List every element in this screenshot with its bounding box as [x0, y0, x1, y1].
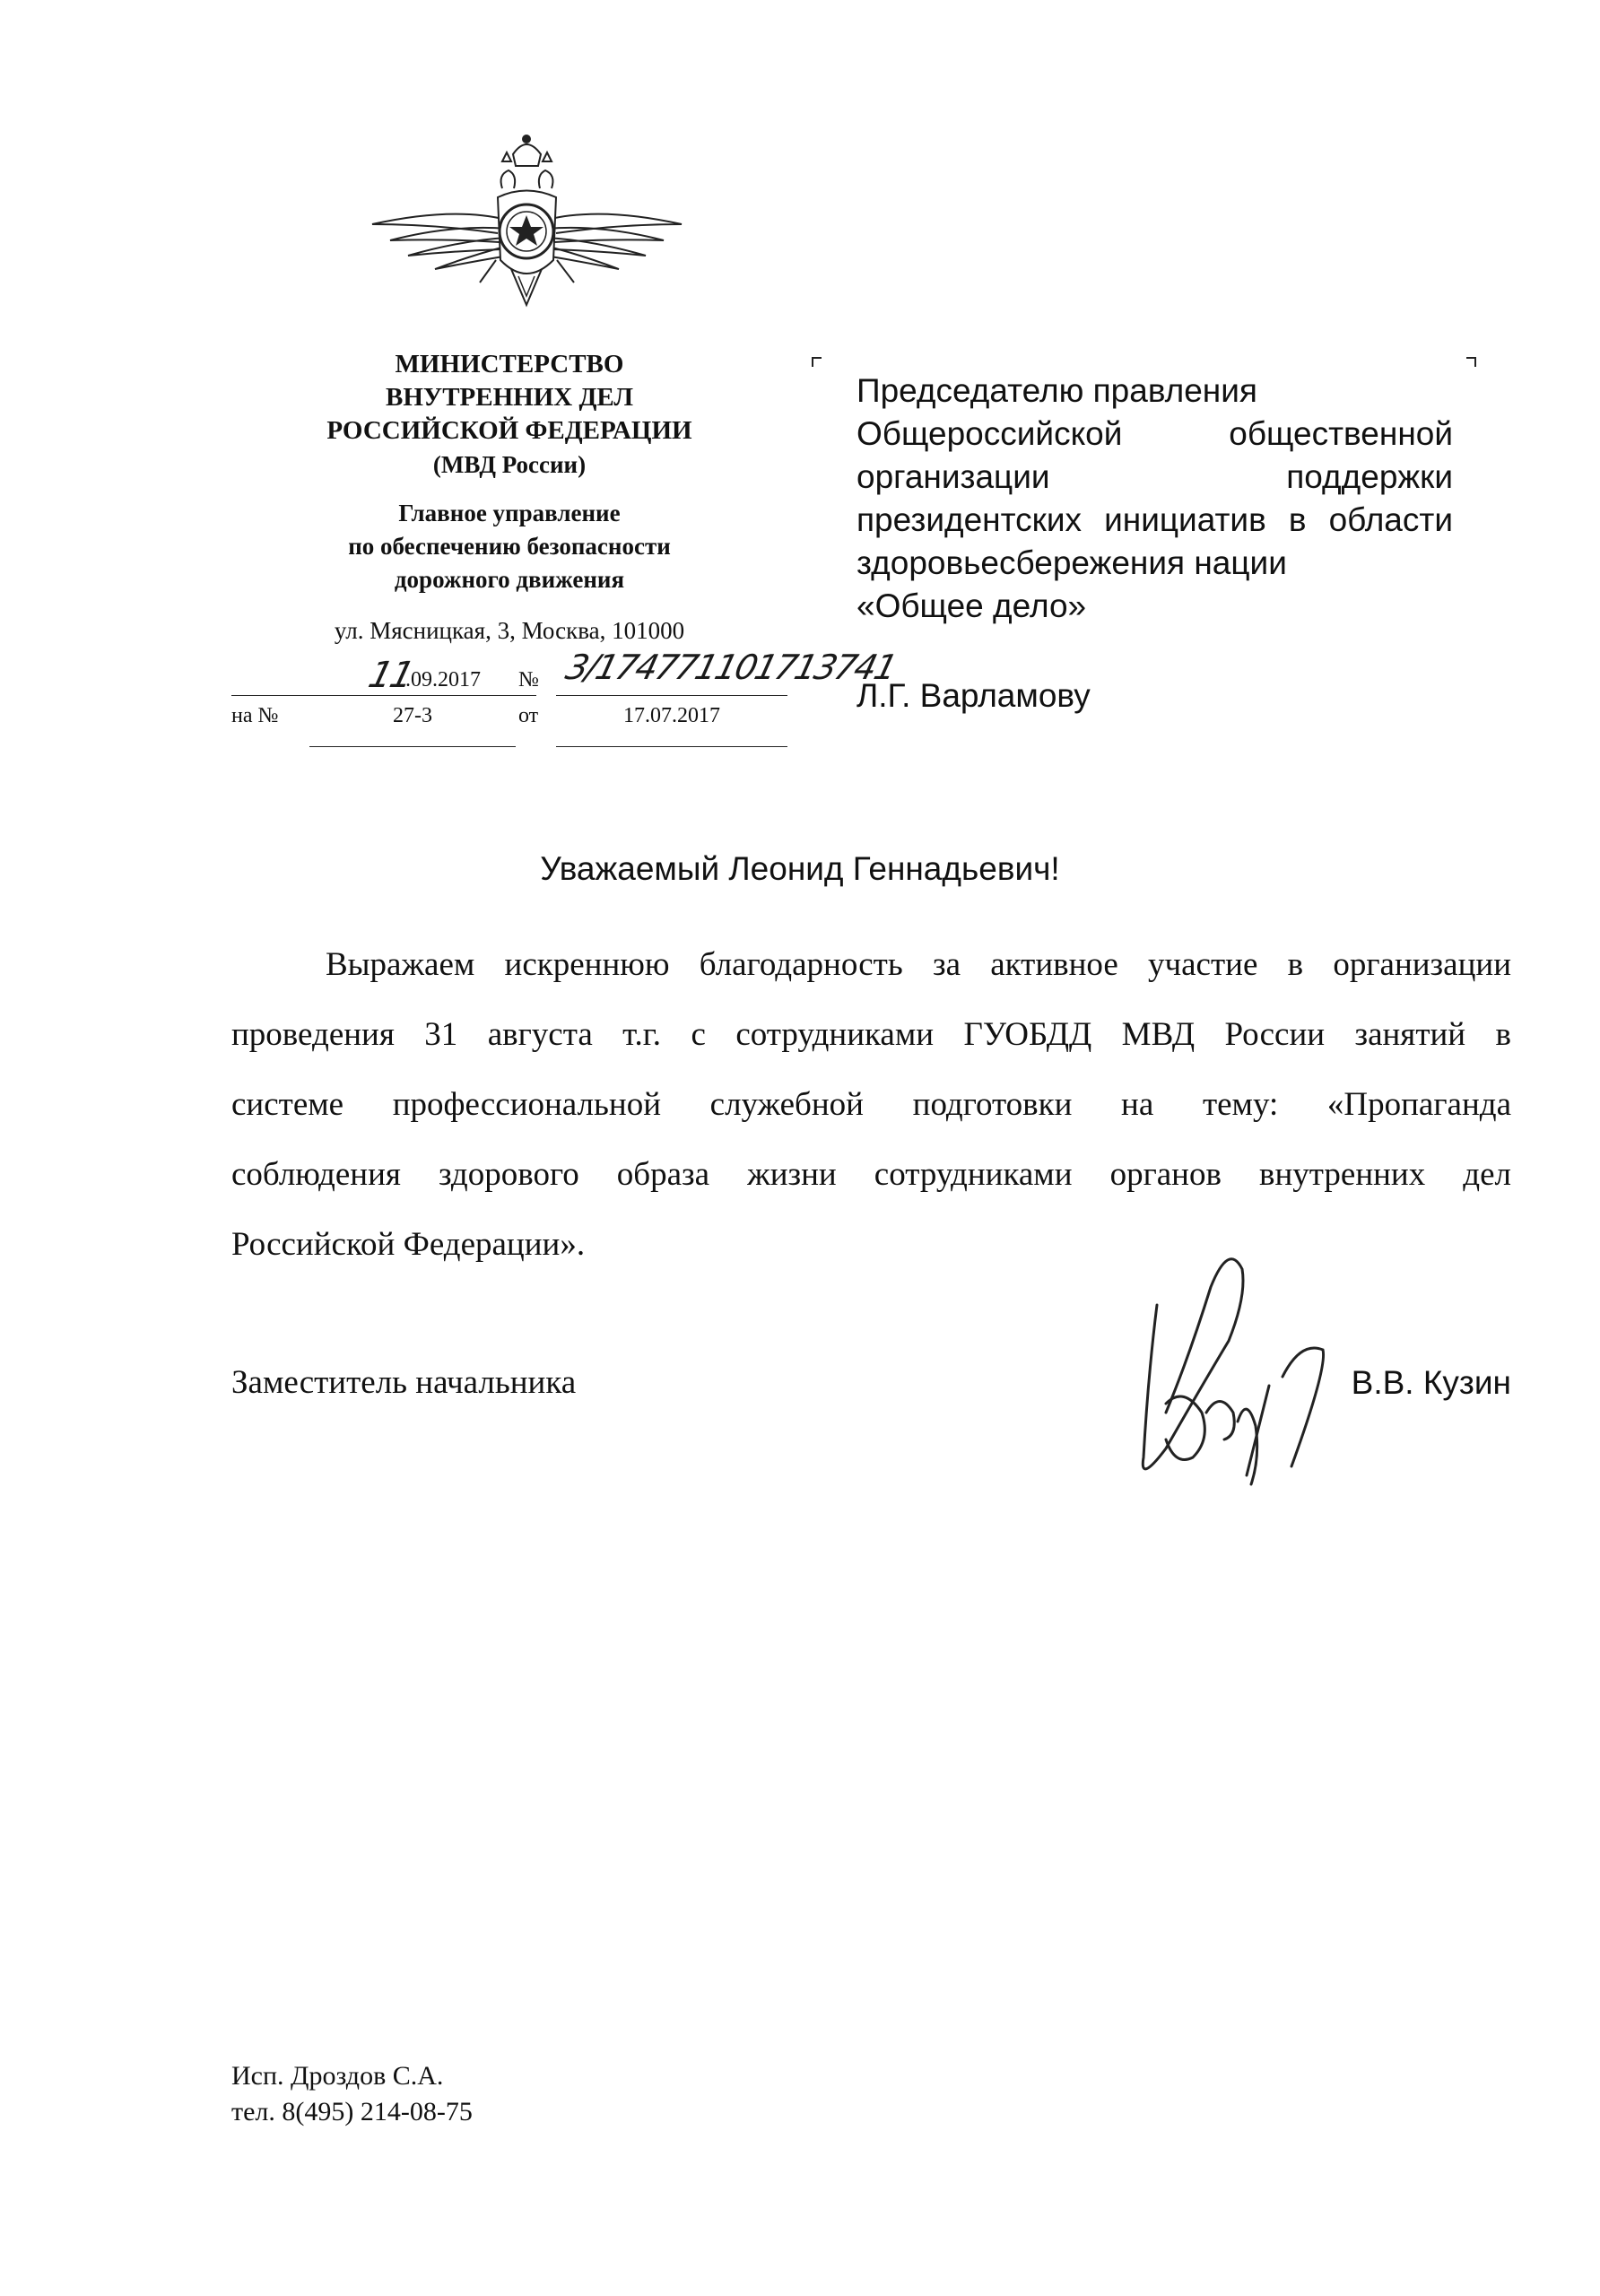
ref-date: 17.07.2017	[623, 704, 720, 727]
ref-number-underline	[309, 746, 516, 747]
executor-name: Исп. Дроздов С.А.	[231, 2061, 444, 2091]
corner-mark-right	[1466, 357, 1476, 367]
body-line-3: системе профессиональной служебной подготовки на тему: «Пропаганда	[231, 1086, 1511, 1123]
salutation: Уважаемый Леонид Геннадьевич!	[540, 850, 1060, 887]
department-line-1: Главное управление	[398, 500, 621, 526]
body-line-4: соблюдения здорового образа жизни сотрудниками органов внутренних дел	[231, 1156, 1511, 1193]
addressee-line-1: Председателю правления	[857, 372, 1257, 409]
ministry-address: ул. Мясницкая, 3, Москва, 101000	[334, 617, 685, 644]
ref-prefix: на №	[231, 704, 279, 727]
ref-from: от	[518, 704, 539, 727]
body-line-2: проведения 31 августа т.г. с сотрудниками ГУОБДД МВД России занятий в	[231, 1016, 1511, 1053]
number-underline	[556, 695, 787, 696]
ministry-line-1: МИНИСТЕРСТВО	[395, 350, 624, 378]
executor-phone: тел. 8(495) 214-08-75	[231, 2097, 473, 2126]
addressee-line-2: Общероссийской общественной	[857, 415, 1453, 452]
addressee-line-4: президентских инициатив в области	[857, 501, 1453, 538]
signer-position: Заместитель начальника	[231, 1364, 577, 1401]
addressee-line-6: «Общее дело»	[857, 587, 1087, 624]
signer-name: В.В. Кузин	[1351, 1364, 1511, 1401]
mvd-emblem-icon	[354, 135, 700, 314]
addressee-line-5: здоровьесбережения нации	[857, 544, 1287, 581]
ministry-line-2: ВНУТРЕННИХ ДЕЛ	[386, 383, 633, 412]
number-sign: №	[518, 668, 539, 691]
body-line-5: Российской Федерации».	[231, 1226, 586, 1263]
ref-number: 27-3	[393, 704, 432, 727]
department-line-2: по обеспечению безопасности	[348, 533, 671, 560]
department-line-3: дорожного движения	[394, 566, 625, 593]
date-handwritten: 11	[364, 655, 417, 696]
ref-date-underline	[556, 746, 787, 747]
number-handwritten: 3/174771101713741	[561, 648, 900, 687]
corner-mark-left	[812, 357, 822, 367]
date-printed: .09.2017	[405, 668, 481, 691]
addressee-line-3: организации поддержки	[857, 458, 1453, 495]
addressee-name: Л.Г. Варламову	[857, 677, 1091, 714]
body-line-1: Выражаем искреннюю благодарность за активное участие в организации	[326, 946, 1511, 983]
ministry-line-3: РОССИЙСКОЙ ФЕДЕРАЦИИ	[326, 416, 692, 445]
ministry-line-4: (МВД России)	[432, 451, 587, 478]
